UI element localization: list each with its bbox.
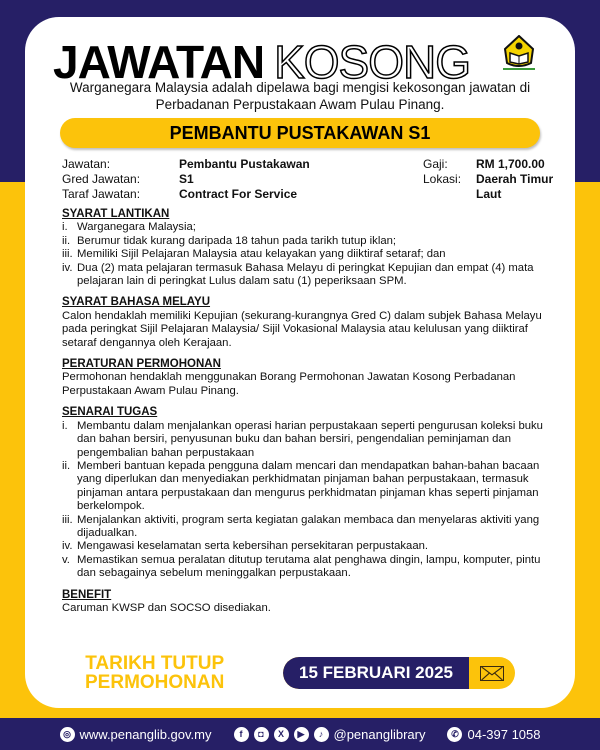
benefit-heading: BENEFIT <box>62 588 112 601</box>
x-icon[interactable]: X <box>274 727 289 742</box>
mail-icon <box>480 666 504 681</box>
intro-text: Warganegara Malaysia adalah dipelawa bagi mengisi kekosongan jawatan di Perbadanan Perpustakaan Awam Pulau Pinang. <box>69 80 531 112</box>
phone-number[interactable]: 04-397 1058 <box>467 726 541 742</box>
jawatan-label: Jawatan: <box>62 157 111 171</box>
peraturan-text: Permohonan hendaklah menggunakan Borang Permohonan Jawatan Kosong Perbadanan Perpustakaan Awam Pulau Pinang. <box>62 371 516 397</box>
website-link[interactable]: www.penanglib.gov.my <box>79 726 212 742</box>
globe-icon: ◎ <box>60 727 75 742</box>
peraturan-heading: PERATURAN PERMOHONAN <box>62 358 221 371</box>
item-number: i. <box>62 221 68 234</box>
social-handle[interactable]: @penanglibrary <box>333 726 426 742</box>
title-outline: KOSONG <box>274 36 471 88</box>
tugas-heading: SENARAI TUGAS <box>62 406 158 419</box>
footer-website[interactable] <box>60 727 212 742</box>
tugas-list <box>62 420 552 581</box>
position-title-banner: PEMBANTU PUSTAKAWAN S1 <box>60 118 540 148</box>
item-number: iii. <box>62 248 73 261</box>
closing-label <box>85 654 224 692</box>
list-item <box>62 221 552 234</box>
syarat-heading: SYARAT LANTIKAN <box>62 208 170 220</box>
tiktok-icon[interactable]: ♪ <box>314 727 329 742</box>
footer-social[interactable] <box>234 727 426 742</box>
item-number: iii. <box>62 513 73 526</box>
gred-label: Gred Jawatan: <box>62 172 141 186</box>
item-text: Berumur tidak kurang daripada 18 tahun pada tarikh tutup iklan; <box>77 234 397 247</box>
library-logo-icon <box>503 35 535 71</box>
item-text: Memastikan semua peralatan ditutup terutama alat penghawa dingin, lampu, komputer, pintu dan sebagainya sebelum meninggalkan perpustakaan. <box>77 553 541 580</box>
gaji-value: RM 1,700.00 <box>476 157 545 171</box>
item-text: Menjalankan aktiviti, program serta kegiatan galakan membaca dan menyelaras aktiviti yang dijadualkan. <box>77 513 540 539</box>
list-item <box>62 248 552 261</box>
item-number: iv. <box>62 540 73 553</box>
gaji-label: Gaji: <box>423 157 448 171</box>
taraf-label: Taraf Jawatan: <box>62 187 141 201</box>
closing-label-2: PERMOHONAN <box>85 672 225 693</box>
list-item <box>62 460 552 514</box>
list-item <box>62 540 552 553</box>
facebook-icon[interactable]: f <box>234 727 249 742</box>
syarat-list <box>62 221 552 288</box>
phone-icon: ✆ <box>447 727 462 742</box>
gred-value: S1 <box>179 172 194 186</box>
youtube-icon[interactable]: ▶ <box>294 727 309 742</box>
item-text: Membantu dalam menjalankan operasi harian perpustakaan seperti pengurusan koleksi buku dan bahan bersiri, penyusunan buku dan bahan bersiri, pengendalian peminjaman dan pengembalian bahan perpustakaan <box>77 419 543 459</box>
jawatan-value: Pembantu Pustakawan <box>179 157 310 171</box>
item-text: Dua (2) mata pelajaran termasuk Bahasa Melayu di peringkat Kepujian dan empat (4) mata pelajaran lain di peringkat Lulus dalam satu (1) peperiksaan SPM. <box>77 261 534 288</box>
item-text: Mengawasi keselamatan serta kebersihan persekitaran perpustakaan. <box>77 540 429 553</box>
item-number: i. <box>62 419 68 432</box>
instagram-icon[interactable]: ◘ <box>254 727 269 742</box>
list-item <box>62 262 552 289</box>
poster-card <box>25 17 575 708</box>
list-item <box>62 554 552 581</box>
item-number: ii. <box>62 234 71 247</box>
item-number: ii. <box>62 459 71 472</box>
title-bold: JAWATAN <box>53 36 265 88</box>
item-text: Memiliki Sijil Pelajaran Malaysia atau kelayakan yang diiktiraf setaraf; dan <box>77 248 446 261</box>
job-details <box>62 208 552 615</box>
lokasi-label: Lokasi: <box>423 172 462 186</box>
item-text: Warganegara Malaysia; <box>77 221 196 234</box>
closing-date-badge <box>283 657 515 689</box>
taraf-value: Contract For Service <box>179 187 298 201</box>
footer <box>0 718 600 750</box>
item-number: v. <box>62 553 70 566</box>
list-item <box>62 235 552 248</box>
lokasi-value: Daerah Timur Laut <box>476 172 554 201</box>
bahasa-text: Calon hendaklah memiliki Kepujian (sekurang-kurangnya Gred C) dalam subjek Bahasa Melayu pada peringkat Sijil Pelajaran Malaysia/ Sijil Vokasional Malaysia atau kelulusan yang diiktiraf setaraf dengannya oleh Kerajaan. <box>62 309 542 349</box>
item-text: Memberi bantuan kepada pengguna dalam mencari dan mendapatkan bahan-bahan bacaan yang diperlukan dan menyediakan perkhidmatan pinjaman bahan perpustakaan, termasuk pinjaman antara perpustakaan dan mengurus perkhidmatan pinjaman khas seperti pinjaman berkelompok. <box>77 459 540 513</box>
footer-phone[interactable] <box>447 727 540 742</box>
closing-date: 15 FEBRUARI 2025 <box>283 657 469 689</box>
item-number: iv. <box>62 261 73 274</box>
list-item <box>62 514 552 541</box>
bahasa-heading: SYARAT BAHASA MELAYU <box>62 296 211 309</box>
benefit-text: Caruman KWSP dan SOCSO disediakan. <box>62 601 271 614</box>
closing-label-1: TARIKH TUTUP <box>85 653 225 674</box>
list-item <box>62 420 552 460</box>
